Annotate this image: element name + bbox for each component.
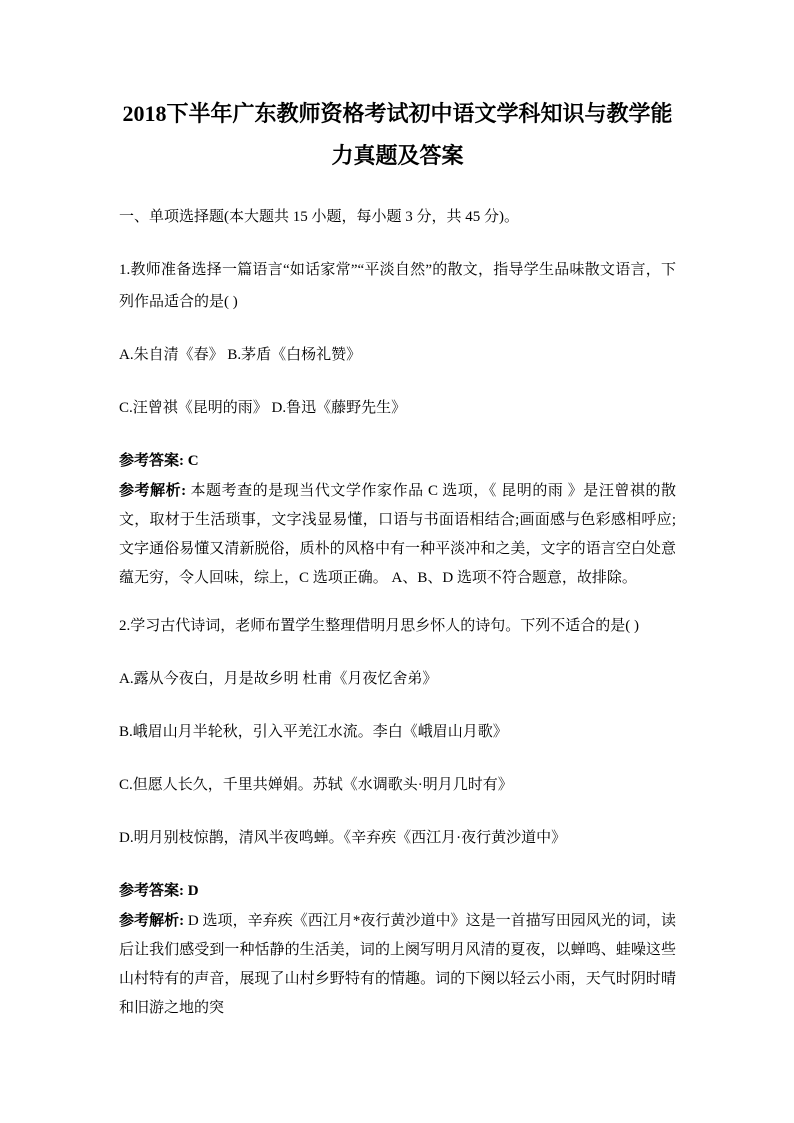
question-2-option-b: B.峨眉山月半轮秋，引入平羌江水流。李白《峨眉山月歌》 bbox=[119, 724, 508, 740]
question-1-options-cd: C.汪曾祺《昆明的雨》 D.鲁迅《藤野先生》 bbox=[119, 400, 407, 416]
question-1-options-ab: A.朱自清《春》 B.茅盾《白杨礼赞》 bbox=[119, 347, 362, 363]
question-1-analysis bbox=[119, 477, 676, 593]
analysis-2-text: D 选项，辛弃疾《西江月*夜行黄沙道中》这是一首描写田园风光的词，读后让我们感受到一种恬静的生活美，词的上阕写明月风清的夏夜，以蝉鸣、蛙噪这些山村特有的声音，展现了山村乡野特有的情趣。词的下阕以轻云小雨，天气时阴时晴和旧游之地的突 bbox=[119, 913, 676, 1016]
answer-1-label: 参考答案: bbox=[119, 453, 184, 469]
analysis-2-label: 参考解析: bbox=[119, 913, 188, 929]
question-1-answer bbox=[119, 445, 676, 477]
answer-2-label: 参考答案: bbox=[119, 883, 184, 899]
answer-1-value: C bbox=[187, 453, 199, 469]
answer-2-value: D bbox=[187, 883, 199, 899]
question-2-option-a: A.露从今夜白，月是故乡明 杜甫《月夜忆舍弟》 bbox=[119, 671, 438, 687]
question-2-option-d: D.明月别枝惊鹊，清风半夜鸣蝉。《辛弃疾《西江月·夜行黄沙道中》 bbox=[119, 830, 567, 846]
question-2-option-c: C.但愿人长久，千里共婵娟。苏轼《水调歌头·明月几时有》 bbox=[119, 777, 513, 793]
analysis-1-text: 本题考查的是现当代文学作家作品 C 选项，《 昆明的雨 》是汪曾祺的散文，取材于生活琐事，文字浅显易懂，口语与书面语相结合;画面感与色彩感相呼应;文字通俗易懂又清新脱俗，质朴的风格中有一种平淡冲和之美，文字的语言空白处意蕴无穷，令人回味，综上，C 选项正确。 A、B、D 选项不符合题意，故排除。 bbox=[119, 483, 676, 586]
document-title: 2018下半年广东教师资格考试初中语文学科知识与教学能力真题及答案 bbox=[122, 101, 673, 168]
question-1-stem: 1.教师准备选择一篇语言“如话家常”“平淡自然”的散文，指导学生品味散文语言，下列作品适合的是( ) bbox=[119, 262, 676, 310]
question-2-analysis bbox=[119, 907, 676, 1023]
question-2-stem: 2.学习古代诗词，老师布置学生整理借明月思乡怀人的诗句。下列不适合的是( ) bbox=[119, 618, 639, 634]
analysis-1-label: 参考解析: bbox=[119, 483, 191, 499]
question-2-answer bbox=[119, 875, 676, 907]
section-heading: 一、单项选择题(本大题共 15 小题，每小题 3 分，共 45 分)。 bbox=[119, 209, 519, 225]
